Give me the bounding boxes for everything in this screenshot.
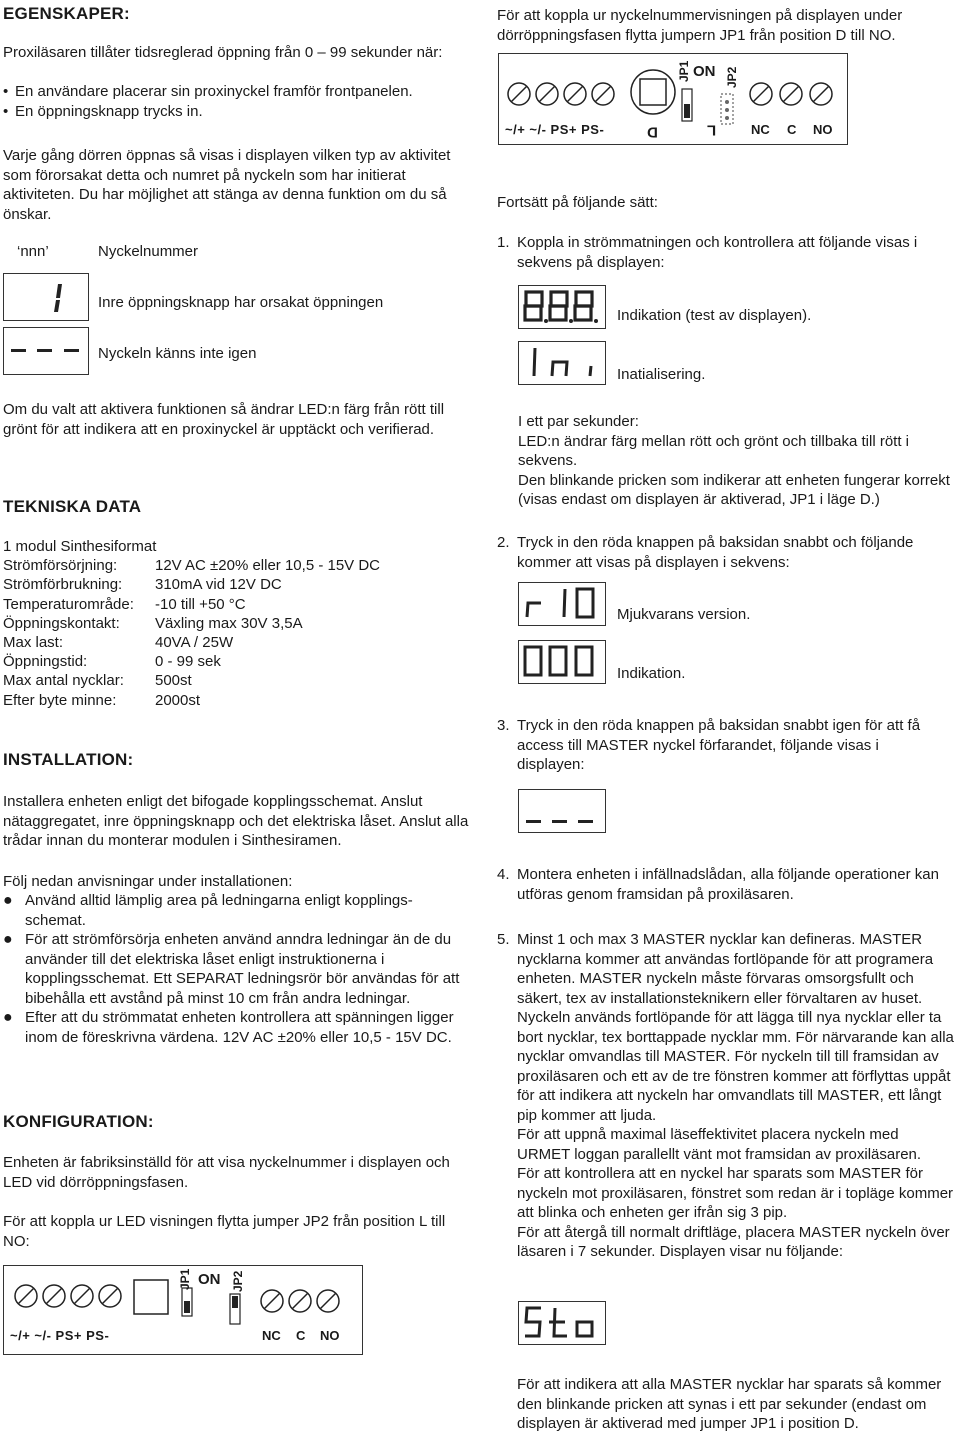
terminal-block-diagram-jp1 (498, 53, 848, 145)
list-item: ● Efter att du strömmatat enheten kontrollera att spänningen ligger inom de föreskrivna värdena. 12V AC ±20% eller 10,5 - 15V DC. (3, 1009, 454, 1046)
terminal-nc: NC (751, 122, 770, 137)
step-5: 5. Minst 1 och max 3 MASTER nycklar kan defineras. MASTER nycklarna kommer att användas fortlöpande för att programera enheten. MASTER nyckeln måste förvaras omsorgsfullt och säkert, tex av installationsteknikern eller förvaltaren av huset. Nyckeln används fortlöpande för att lägga till nya nycklar eller ta bort nycklar, tex borttappade nycklar mm. För närvarande kan alla nycklar omvandlas till MASTER. För nyckeln till till framsidan av proxiläsaren och ett av de tre fönstren kommer att förflyttas uppåt för att indikera att nyckeln har omvandlats till MASTER, ett långt pip kommer att ljuda. För att uppnå maximal läseffektivitet placera nyckeln med URMET loggan parallellt vänt mot framsidan av proxiläsaren. För att kontrollera att en nyckel har sparats som MASTER för nyckeln mot proxiläsaren, fönstret som redan är i topläge kommer att blinka och enheten ger ifrån sig 3 pip. För att återgå till normalt driftläge, placera MASTER nyckeln över läsaren i 7 sekunder. Displayen visar nu följande: (497, 931, 954, 1260)
legend-text-kanns-inte: Nyckeln känns inte igen (98, 345, 257, 362)
jp2-label: JP2 (725, 66, 739, 88)
spec-row: Öppningstid: 0 - 99 sek (3, 653, 221, 671)
terminal-c: C (296, 1328, 306, 1343)
spec-row: Strömförsörjning: 12V AC ±20% eller 10,5 - 15V DC (3, 557, 381, 575)
step-3: 3. Tryck in den röda knappen på baksidan snabbt igen för att få access till MASTER nyckel förfarandet, följande visas i displayen: (497, 717, 921, 773)
display-sto (518, 1301, 606, 1345)
legend-text-nyckelnummer: Nyckelnummer (98, 243, 199, 260)
display-r10 (518, 582, 606, 626)
intro-text: Proxiläsaren tillåter tidsreglerad öppning från 0 – 99 sekunder när: (3, 44, 443, 61)
step-4: 4. Montera enheten i infällnadslådan, alla följande operationer kan utföras genom framsidan på proxiläsaren. (497, 866, 939, 903)
konfig-paragraph-1: Enheten är fabriksinställd för att visa nyckelnummer i displayen och LED vid dörröppningsfasen. (3, 1154, 450, 1191)
jp2-label: JP2 (231, 1270, 245, 1292)
list-item: • En öppningsknapp trycks in. (3, 102, 203, 120)
install-intro: Följ nedan anvisningar under installationen: (3, 873, 293, 890)
jp1-label: JP1 (178, 1268, 192, 1290)
legend-text-inre: Inre öppningsknapp har orsakat öppningen (98, 294, 384, 311)
terminal-left-labels: ~/+ ~/- PS+ PS- (505, 122, 605, 137)
tekniska-data-heading: TEKNISKA DATA (3, 497, 142, 516)
display-digit-one (3, 273, 89, 321)
step-1: 1. Koppla in strömmatningen och kontrollera att följande visas i sekvens på displayen: (497, 234, 918, 271)
spec-table (3, 538, 381, 710)
display-000-caption: Indikation. (617, 665, 686, 682)
display-888 (518, 285, 606, 329)
final-paragraph: För att indikera att alla MASTER nycklar har sparats så kommer den blinkande pricken att synas i ett par sekunder (endast om displayen är aktiverad med jumper JP1 i position D. (517, 1376, 942, 1432)
jp1-paragraph: För att koppla ur nyckelnummervisningen på displayen under dörröppningsfasen flytta jumpern JP1 från position D till NO. (497, 7, 903, 44)
installation-heading: INSTALLATION: (3, 750, 134, 769)
terminal-nc: NC (262, 1328, 281, 1343)
terminal-l-label: L (707, 121, 717, 139)
display-underscores (518, 789, 606, 833)
fortsatt-label: Fortsätt på följande sätt: (497, 194, 658, 211)
step-1-note: I ett par sekunder: LED:n ändrar färg mellan rött och grönt och tillbaka till rött i sekvens. Den blinkande pricken som indikerar att enheten fungerar korrekt (visas endast om displayen är aktiverad, JP1 i läge D.) (518, 413, 950, 508)
step-2: 2. Tryck in den röda knappen på baksidan snabbt och följande kommer att visas på displayen i sekvens: (497, 534, 914, 571)
terminal-block-diagram-jp2 (3, 1265, 363, 1355)
konfiguration-heading: KONFIGURATION: (3, 1112, 154, 1131)
konfig-paragraph-2: För att koppla ur LED visningen flytta jumper JP2 från position L till NO: (3, 1213, 446, 1250)
terminal-no: NO (813, 122, 833, 137)
display-000 (518, 640, 606, 684)
terminal-c: C (787, 122, 797, 137)
led-paragraph: Om du valt att aktivera funktionen så ändrar LED:n färg från rött till grönt för att indikera att en proxinyckel är upptäckt och verifierad. (3, 401, 445, 438)
terminal-d-label: D (647, 123, 658, 141)
terminal-no: NO (320, 1328, 340, 1343)
list-item: ● För att strömförsörja enheten använd anndra ledningar än de du använder till det elektriska låset enligt instruktionerna i kopplingsschemat. Ett SEPARAT ledningsrör bör användas för att bibehålla ett avstånd på minst 10 cm från andra ledningar. (3, 931, 460, 1007)
display-888-caption: Indikation (test av displayen). (617, 307, 812, 324)
install-paragraph: Installera enheten enligt det bifogade kopplingsschemat. Anslut nätaggregatet, inre öppningsknapp och det elektriska låset. Anslut alla trådar innan du monterar modulen i Sinthesiramen. (3, 793, 469, 849)
list-item: ● Använd alltid lämplig area på ledningarna enligt kopplings-schemat. (3, 892, 413, 929)
jp1-label: JP1 (677, 60, 691, 82)
spec-row: Temperaturområde: -10 till +50 °C (3, 595, 246, 613)
spec-row: Efter byte minne: 2000st (3, 691, 201, 709)
legend-code: ‘nnn’ (17, 243, 49, 260)
on-label: ON (198, 1271, 221, 1288)
list-item: • En användare placerar sin proxinyckel framför frontpanelen. (3, 83, 413, 100)
display-dashes (3, 327, 89, 375)
terminal-left-labels: ~/+ ~/- PS+ PS- (10, 1328, 110, 1343)
egenskaper-heading: EGENSKAPER: (3, 4, 130, 23)
intro-bullet-list (3, 82, 453, 121)
display-paragraph: Varje gång dörren öppnas så visas i displayen vilken typ av aktivitet som förorsakat detta och numret på nyckeln som har initierat aktiviteten. Du har möjlighet att stänga av denna funktion om du så önskar. (3, 147, 451, 223)
display-r10-caption: Mjukvarans version. (617, 606, 751, 623)
display-ini (518, 341, 606, 385)
spec-row: Max antal nycklar: 500st (3, 672, 192, 690)
spec-row: Max last: 40VA / 25W (3, 634, 234, 652)
display-ini-caption: Inatialisering. (617, 366, 706, 383)
spec-row: Öppningskontakt: Växling max 30V 3,5A (3, 614, 303, 632)
spec-row: 1 modul Sinthesiformat (3, 538, 157, 555)
install-bullet-list (3, 891, 471, 1047)
on-label: ON (693, 63, 716, 80)
spec-row: Strömförbrukning: 310mA vid 12V DC (3, 576, 282, 594)
